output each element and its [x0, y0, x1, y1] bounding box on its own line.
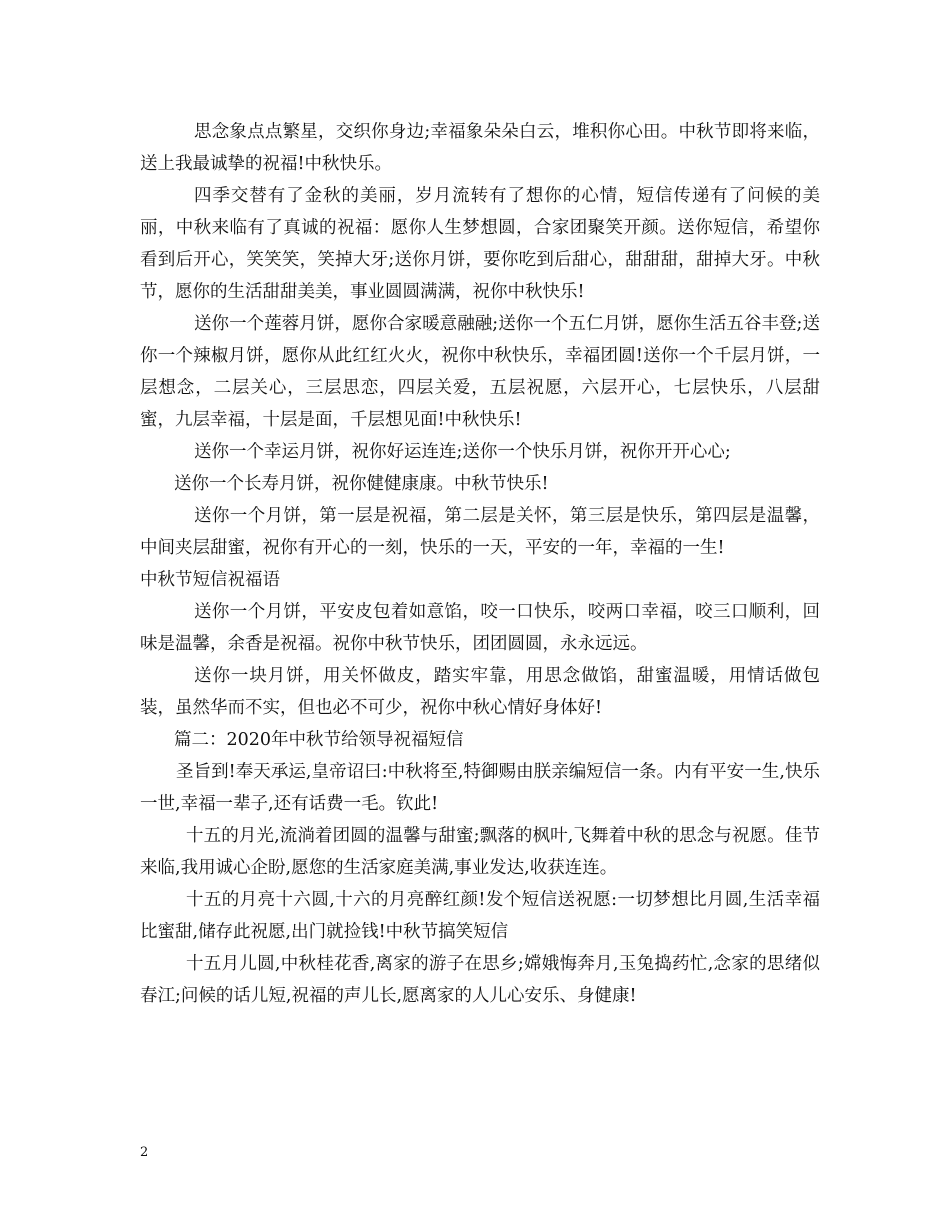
paragraph-7: 送你一个月饼，平安皮包着如意馅，咬一口快乐，咬两口幸福，咬三口顺利，回味是温馨，余香是祝福。祝你中秋节快乐，团团圆圆，永永远远。 — [140, 602, 820, 654]
paragraph-10: 十五的月光,流淌着团圆的温馨与甜蜜;飘落的枫叶,飞舞着中秋的思念与祝愿。佳节来临,我用诚心企盼,愿您的生活家庭美满,事业发达,收获连连。 — [140, 826, 820, 878]
paragraph-8: 送你一块月饼，用关怀做皮，踏实牢靠，用思念做馅，甜蜜温暖，用情话做包装，虽然华而不实，但也必不可少，祝你中秋心情好身体好! — [140, 666, 820, 718]
paragraph-5: 送你一个长寿月饼，祝你健健康康。中秋节快乐! — [174, 474, 549, 494]
paragraph-12: 十五月儿圆,中秋桂花香,离家的游子在思乡;嫦娥悔奔月,玉兔捣药忙,念家的思绪似春江;问候的话儿短,祝福的声儿长,愿离家的人儿心安乐、身健康! — [140, 954, 820, 1006]
paragraph-2: 四季交替有了金秋的美丽，岁月流转有了想你的心情，短信传递有了问候的美丽，中秋来临有了真诚的祝福：愿你人生梦想圆，合家团聚笑开颜。送你短信，希望你看到后开心，笑笑笑，笑掉大牙;送你月饼，要你吃到后甜心，甜甜甜，甜掉大牙。中秋节，愿你的生活甜甜美美，事业圆圆满满，祝你中秋快乐! — [140, 186, 820, 302]
paragraph-6: 送你一个月饼，第一层是祝福，第二层是关怀，第三层是快乐，第四层是温馨，中间夹层甜蜜，祝你有开心的一刻，快乐的一天，平安的一年，幸福的一生! — [140, 506, 820, 558]
section-subheading: 中秋节短信祝福语 — [140, 570, 280, 590]
paragraph-3: 送你一个莲蓉月饼，愿你合家暖意融融;送你一个五仁月饼，愿你生活五谷丰登;送你一个辣椒月饼，愿你从此红红火火，祝你中秋快乐，幸福团圆!送你一个千层月饼，一层想念，二层关心，三层思恋，四层关爱，五层祝愿，六层开心，七层快乐，八层甜蜜，九层幸福，十层是面，千层想见面!中秋快乐! — [140, 314, 820, 430]
section-heading: 篇二：2020年中秋节给领导祝福短信 — [174, 730, 464, 750]
document-body — [140, 116, 820, 1012]
paragraph-1: 思念象点点繁星，交织你身边;幸福象朵朵白云，堆积你心田。中秋节即将来临，送上我最诚挚的祝福!中秋快乐。 — [140, 122, 820, 174]
paragraph-11: 十五的月亮十六圆,十六的月亮醉红颜!发个短信送祝愿:一切梦想比月圆,生活幸福比蜜甜,储存此祝愿,出门就捡钱!中秋节搞笑短信 — [140, 890, 820, 942]
paragraph-4: 送你一个幸运月饼，祝你好运连连;送你一个快乐月饼，祝你开开心心; — [194, 442, 731, 462]
paragraph-9: 圣旨到!奉天承运,皇帝诏曰:中秋将至,特御赐由朕亲编短信一条。内有平安一生,快乐一世,幸福一辈子,还有话费一毛。钦此! — [140, 762, 820, 814]
page-number: 2 — [140, 1145, 149, 1160]
